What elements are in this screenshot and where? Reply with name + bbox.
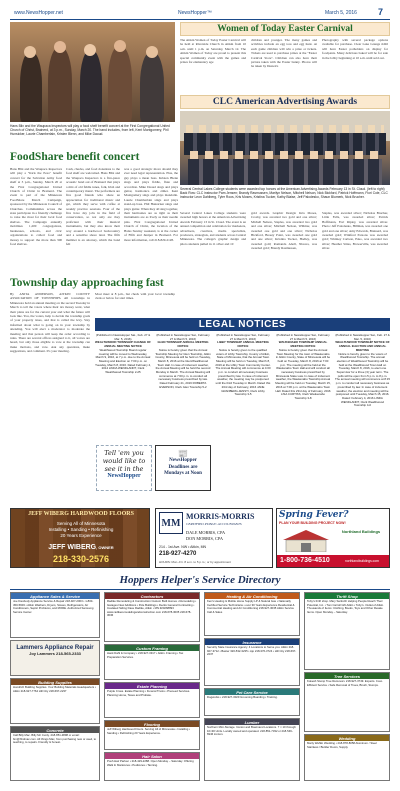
dir-thrift[interactable] [304,592,390,670]
morris-cpa-ad[interactable] [155,508,273,568]
clc-col-3: Staples, was awarded silver; Nicholas Brucher, Little Falls, was awarded silver; Patrick Hoffmann, Fort Ripley, was awarded silver. Photo: Jeff Palodesko, Hillman, was awarded one gold and one silver; Amy Edwards, Brainerd, was awarded gold; Winifred Parsons was awarded gold; Whitney Carlson, Esko, was awarded two silver; Heather Stites, Browerville, was awarded silver. [322,211,388,251]
barn-icon [281,528,331,552]
dir-section-text: Marty Wahlin Wedding • 218-878-8058 Aluminum / Steel Stainless / Builder Doors, Supply. [307,741,377,749]
jeff-wiberg-ad[interactable] [10,508,150,568]
dir-pet[interactable] [204,688,300,716]
paper-name: NewsHopper™ [178,10,212,16]
foodshare-col-3: was a good strategic move should they ever need legal representation. Plus, the guy plays a mean bass. Kristen Blenn sings and plays fiddle, flute and accordion. Mike Daoud sings and plays guitar, harmonica and zither. Kent Montgomery sings and plays mandolin. Laurie Chamberlain sings and plays stand-up bass. Phil Hunsicker sings and plays guitar. When they all sing together, their harmonies are as tight as their instruments are as lively as their needle pins. First Congregational United Church of Christ, the location of the Hales Sunday weekend, is at the corner of Fifth and Juniper in Brainerd. For more information, call 218-829-2128. [124,167,178,242]
dir-building[interactable] [10,678,100,724]
lammers-phone[interactable]: Joy Lammers 218-565-2333 [29,651,81,656]
dir-wedding[interactable] [304,734,390,781]
notice-body: Notice is hereby given that the Annual Township Meeting for Glen Township, Aitkin County, Minnesota will be held on Tuesday, March 8, 2016 at the Glen/Wealthwood Town Hall. In case of inclement weather, the Annual Meeting will be held the second Monday in March. The Annual Meeting will commence at 7:00 p.m. to conduct all necessary business prescribed by law. Dated February 21, 2016 ROBERTA EVERSON, Clerk Glen Township 5-2 [155,347,211,389]
band-photo-caption: Hans Blix and the Waupaca Inspectors will play a food shelf benefit concert at the First Congregational United Church of Christ, Brainerd, at 3 p.m., Sunday, March 20. The band includes, from left, Kent Montgomery, Phil Hunsicker, Laurie Chamberlain, Kristen Blenn, and Mike Daoud. [10,124,170,137]
dir-estate[interactable] [104,682,200,718]
dir-section-head: Lumber [205,719,299,725]
notice-pub-line: (Published in NewsHopper Sat., February 27 & March 5, 2016) [276,333,330,341]
dir-section-text: Security State Insurance Agency. 4 Locations to Serve you. Aitkin 218-927-3712 • Baxter 320-532-3235 • Ajo 218-376-3724 • Hill City 218-697-2237 [207,645,297,656]
clc-students-photo [180,111,390,185]
morris-logo-icon: MM [159,512,183,534]
tell-em-ad[interactable] [96,445,152,491]
legal-notice-wealthwood-change [95,334,151,442]
dir-section-text: Toby's thrift shop. Mary Sanforth Helping People Reach Their Potential, Inc. • Tom Carroll Gift Aitkin • Toby's. Outlet of Aitkin. Thousands of Items: Clothing, Books, Toys and Other Resale Items. Open Monday – Saturday. [307,599,385,614]
dir-concrete[interactable] [10,726,100,781]
township-col-1: By ANITA ANDERSON, AITKIN COUNTY ASSOCIATION OF TOWNSHIPS. All townships in Minnesota hold an annual meeting on the second Tuesday in March to tell the voters where their tax money went, what their plans are for the current year and what the future will look like. You, the voters, help to decide the township goals of your property taxes, and that is called the levy. Stay informed about what is going on in your township by attending. You will elect a moderator to moderate the meeting and that person will keep the order according to rules. There are several offices assigned to it, all voices are heard, but only those eligible to vote at the township can make motions, and vote. Ask any questions, make suggestions, and comment. It's your meeting. [10,292,90,354]
spring-fever-title: Spring Fever? [279,510,349,520]
dir-lammers[interactable] [10,640,100,676]
jeff-wiberg-phone[interactable]: 218-330-2576 [52,554,110,564]
township-title: Township day approaching fast [10,277,164,289]
dir-section-text: Kokesh Stump Tree Removal • 218-927-3749. Experts. Cost-Efficient Service • Safe Removal of Trees, Brush, Stumps. [307,679,383,687]
morris-name-2: DON MORRIS, CPA [186,535,223,541]
notice-pub-line: (Published in NewsHopper Sat., February 27 & March 5, 2016) [216,333,270,341]
dir-lumber[interactable] [204,718,300,781]
dir-section-text: Northern Mini-Storage. Ironton and Bowmand Locations. 7 × 10 through 10×30 Units. Locally owned and operated. 218-851-7332 or 218-546-6946 ironton. [207,725,296,736]
dir-section-head: Pet Care Service [205,689,299,695]
dir-section-text: Radtke Remodeling & Construction Custom Built Homes • Remodeling • Garages New Additions • Pole Buildings • Decks General Contracting • Insulated Siding Dave Radtke, Aitkin • MN #20268893 www.radtkeremodelingandconstruction.com 218-678-3035 218-678-3036 [107,599,197,617]
notice-body: Notice is hereby given that the Annual Town Meeting for the town of Waukenabo in Aitkin County, State of Minnesota will be held on Tuesday, March 8, 2016 at 7:00 p.m. The meeting will be held at the Waukenabo Town Hall and will conduct all necessary business prescribed by Minnesota State Law. In case of inclement weather, the Waukenabo Township Annual Meeting will be held on Tuesday, March 15, 2016 at 7:00 p.m. at the Waukenabo Town Hall. Dated this 23rd day of February, 2016 LISA CURTISS, Clerk Waukenabo Township 3-8 [275,347,331,400]
clc-title: CLC American Advertising Awards [212,97,358,107]
website-url[interactable]: www.NewsHopper.net [14,10,63,16]
clc-col-1: Several Central Lakes College students were awarded high honors at the American Advertising Awards February 13 in St. Cloud. The event is an annual competition and celebration for marketers, advertisers, creatives, media specialists, producers, strategists, and students across Central Minnesota. The college's graphic design and photo students pulled in 11 silver and 10 [180,211,246,246]
easter-title: Women of Today Easter Carnival [217,24,353,34]
morris-phone[interactable]: 218-927-4270 [159,551,197,557]
directory-rule [10,589,390,590]
notice-heading: LIBBY TOWNSHIP ANNUAL MEETING NOTICE [217,340,269,349]
jeff-wiberg-name: JEFF WIBERG, OWNER [48,544,114,551]
notice-pub-line: (Published in NewsHopper Sat., Feb. 27 & Mar. 5, 2016) [335,333,390,341]
deadlines-ad[interactable] [155,445,211,491]
notice-heading: GLEN TOWNSHIP ANNUAL MEETING NOTICE [157,340,209,349]
morris-sub: CERTIFIED PUBLIC ACCOUNTANTS [186,522,242,526]
deadlines-text: NewsHopper Deadlines are Mondays at Noon [164,458,202,476]
dir-section-head: Flooring [105,721,199,727]
dir-section-head: Building Supplies [11,679,99,685]
dir-section-head: Heating & Air Conditioning [205,593,299,599]
notice-body: Wealthwood Township Board regular meeting will be moved to Wednesday, March 9, 2016, at 7 p.m. due to the Annual Meeting and Election on 7:00 p.m. on Tuesday, March 8, 2016. Dated February 4, 2014 LINDA WENDLANDT, Clerk Wealthwood Township 2-25 [95,347,151,375]
morris-name-1: DALE MORRIS, CPA [186,530,226,535]
dir-section-head: Hair Salon [105,753,199,759]
easter-col-2: children and younger. The many games and activities include an egg toss and egg hunt. At each game children will win a prize or tickets. Tickets are used to purchase prizes at the "Easter Carnival Store". Children can also have their picture taken with the Easter bunny. Photos will be taken by Dusten's [251,38,317,69]
dir-tax[interactable] [104,644,200,680]
dir-section-head: Estate Planning [105,683,199,689]
dir-section-text: Hondrich Building Supplies. Your Building Materials Headquarters • Aitkin 218-927-7764 Hill City 218-697-2237 [13,685,96,693]
service-directory-title: Hoppers Helper's Service Directory [119,574,281,586]
dir-section-text: Joe Kiesbody Appliance Service & Repair 218-927-2003 • 1-800-450-5903 • Aitkin Washers, Dryers, Stoves, Refrigerators, Air Conditioners, Septic Problems, and MORE. Authorized Samsung Service Center. [13,599,94,614]
dir-section-head: Tree Services [305,673,389,679]
dir-section-head: Custom Framing [105,645,199,651]
notice-body: Notice is hereby given to the voters of Wealthwood Township. The annual election of Wealthwood Township will be held at the Wealthwood Town Hall on Tuesday, March 8, 2016, to elect one Supervisor for a three (3) year term. The polls will be open from 5 p.m. to 8 p.m. The annual meeting will commence at 8:15 p.m. to conduct all necessary business as prescribed by law. In case of inclement weather, the election and meeting will be postponed until Tuesday, March 15, 2016. Dated: February 4, 2016 LINDA WENDLANDT, Clerk Wealthwood Township 4-0 [335,351,390,408]
header-rule [10,19,390,20]
dir-section-text: Hank Dahl & Company • 218-927-3317 • Aitkin. Framing • Tax Preparation Services. [107,651,184,659]
notice-pub-line: (Published in NewsHopper Sat., February 27 & March 5, 2016) [156,333,210,341]
jeff-wiberg-title: JEFF WIBERG HARDWOOD FLOORS [28,511,134,517]
easter-title-box [180,22,390,36]
dir-contractors[interactable] [104,592,200,642]
morris-names [186,530,272,541]
dir-tree[interactable] [304,672,390,732]
legal-notice-wealthwood-election [335,334,390,504]
foodshare-title: FoodShare benefit concert [10,151,140,163]
dir-heating[interactable] [204,592,300,636]
legal-notices-banner: LEGAL NOTICES [95,318,390,331]
notice-heading: WEALTHWOOD TOWNSHIP NOTICE OF ANNUAL ELECTION AND ANNUAL MEETING [335,340,390,352]
clc-photo-caption: Several Central Lakes College students were awarded top honors at the American Advertising Awards February 13 in St. Cloud. (left to right) Back Row: CLC instructor Pam Jensen; Brandy Rasmussen, Marilyn Nelson, Mitchell Nelson, Nick Bickford, Patrick Hoffmann, Fiori Cole, CLC instructor Leon Dahlberg, Tyler Roos, Kris Moses, Kristina Tucker, Kathy Blaise, Jeff Palodesko, Shaun Blumerk, Nick Brucher. [180,187,388,200]
northland-web[interactable]: northlandbuildings.com [345,559,379,563]
easter-col-1: The Aitkin Women of Today Easter Carnival will be held at Riverside Church in Aitkin from 10 a.m. until 1 p.m. on Saturday, March 12. The Aitkin Women of Today are proud to present this special community event with the games and prizes for elementary age [180,38,246,65]
notice-heading: WEALTHWOOD TOWNSHIP CHANGE OF ANNUAL MEETING NOTICE [95,340,151,349]
dir-insurance[interactable] [204,638,300,686]
legal-notice-glen [155,334,211,442]
dir-section-head: Insurance [205,639,299,645]
dir-hair[interactable] [104,752,200,781]
tell-em-brand: NewsHopper [107,473,141,479]
dir-flooring[interactable] [104,720,200,750]
foodshare-col-2: Cash, checks, and food donations to the food shelf are welcomed. Hans Blix and the Waupaca Inspectors is a five-piece acoustic band out of Brainerd that plays a mix of old fiddle tunes, folk, Irish and contemporary music. The performers are five good friends who share an appreciation for traditional music and get, which they serve with coffee at weekly practice sessions. Four of the five have day jobs in the field of conservation, so not only are they proficient with their musical instruments, but they also know their way around a hardwood backcountry and a sensitive shore land. The fifth member is an attorney, which the band felt [66,167,120,246]
northland-contact-bar [277,555,390,568]
dir-section-text: Jeff Wiberg Hardwood Floors. Serving All of Minnesota • Installing • Sanding • Refinishing 20 Years Experience. [107,727,191,735]
issue-date: March 5, 2016 [325,10,357,16]
jeff-wiberg-name-text: JEFF WIBERG [48,544,97,551]
band-photo [10,22,175,122]
notice-body: Notice is hereby given to the qualified voters of Libby Township, County of Aitkin, State of Minnesota, that the Annual Town Meeting will be held on Tuesday, March 8, 2016 at the Libby Town Community Center. The Annual Meeting will commence at 4:00 p.m. to conduct all necessary business prescribed by law. In case of inclement weather, the meeting may be postponed until the third Tuesday in March. Dated this 23rd day of February, 2016 JANE GRANBERG-JENSTI, Clerk Libby Township 3-5 [215,347,271,397]
page-number: 7 [378,7,384,17]
dir-section-text: Ken's Heating & Mobile Home Supply LP & Natural Gas • Nationally Certified Service Technicians • over 30 Years Experience Residential & Commercial Heating and Air Conditioning 218-927-3035 Aitkin Service Call & Sales [207,599,295,614]
dir-section-head: Concrete [11,727,99,733]
legal-notice-waukenabo [275,334,331,504]
dir-appliance[interactable] [10,592,100,638]
township-col-2: Most meet at 8 p.m., but check with your local township clerk or below for start times. [95,292,175,301]
spring-fever-sub: PLAN YOUR BUILDING PROJECT NOW! [279,521,346,525]
easter-col-3: Photography with several package options available for purchase. Clear Lake Grange #492 will have Easter potholders on display for foodpants. Many delicious baked will be for sale in the lobby beginning at 10 a.m. until sold out. [322,38,388,60]
tell-em-text: Tell 'em you would like to see it in the [102,449,146,473]
dir-section-head: Thrift Shop [305,593,389,599]
foodshare-col-1: Hans Blix and the Waupaca Inspectors will play a "Kick the Peso" benefit concert for the Salvation Army food shelf at 3 p.m., Sunday, March 20 at the First Congregational United Church of Christ in Brainerd. The event is part of the Minnesota FoodShare March Campaign, sponsored by the Minnesota Council of Churches. Communities across the state participate in a friendly challenge to raise the most for their local food shelves. The Campaign annually mobilizes 1,200 congregations, businesses, schools, and civic organizations to collect food and money to support the more than 300 food shelves. [10,167,62,246]
northland-phone[interactable]: 1-800-736-4510 [280,557,330,564]
dir-section-head: Wedding [305,735,389,741]
northland-brand: Northland Buildings [341,529,381,534]
notice-pub-line: (Published in NewsHopper Sat., Feb. 27 & Mar. 5, 2016) [95,333,151,341]
dir-section-text: Posh Hair Parlour • 218-429-2288. Open Monday – Saturday. Offering Walk In Manicures • Pedicures • Tanning. [107,759,194,767]
jeff-wiberg-sub: Serving All of Minnesota Installing • Sanding • Refinishing 20 Years Experience [48,521,114,538]
northland-buildings-ad[interactable] [276,508,390,568]
notice-heading: WAUKENABO TOWNSHIP ANNUAL MEETING NOTICE [278,340,328,349]
jeff-wiberg-role: OWNER [98,545,114,550]
dir-section-head: Appliance Sales & Service [11,593,99,599]
newspaper-icon: 📰 [178,449,188,458]
dir-section-head: Contractors [105,593,199,599]
morris-hours: HOURS: Mon.-Fri. 8 a.m. to 5 p.m.; or by appointment [159,560,231,564]
clc-title-box [180,95,390,109]
morris-title: MORRIS-MORRIS [186,512,255,521]
clc-col-2: gold awards. Graphic Design: Kris Moses, Crosby, was awarded two gold and one silver; Michell Nelson, Staples, was awarded two gold and one silver; Mitchell Nelson, Willmar, was awarded one gold and one silver; Nicholas Bickford, Breezy Point, was awarded one gold and one silver; Kristina Tucker, Hadley, was awarded gold; Romanda Abell, Nisswa, was awarded gold; Brandy Rasmussen, [251,211,317,251]
dir-section-text: Dogworks • 218-927-3029 Grooming Boarding • Training. [207,695,278,699]
lammers-title: Lammers Appliance Repair [16,645,94,651]
dir-section-text: Purple Cross. Estate Planning • Funeral Trusts • Preneed Services. Planning Home, Taxes and Probate. [107,689,191,697]
dir-section-text: Call Billy Mac. Billy Mc Curdy. 218-851-3898 or email: bm@hbdmac.com. All things Mac, from purchasing new or used, to teaching, to repairs. Friendly & honest. [13,733,97,744]
morris-address: 214 - 1st Ave. NW • Aitkin, MN [159,545,207,549]
legal-notice-libby [215,334,271,504]
